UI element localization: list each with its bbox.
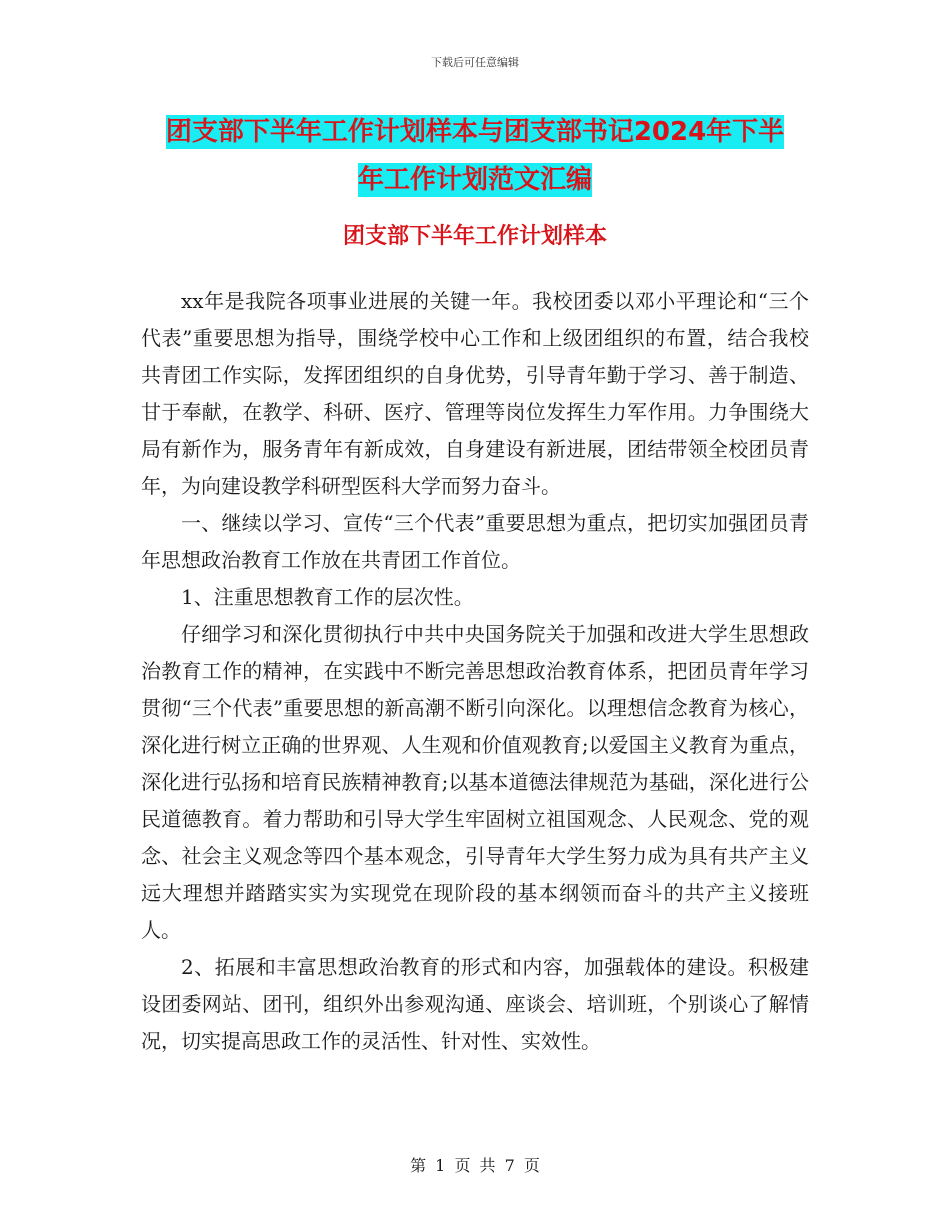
document-body [141, 283, 809, 1060]
header-note: 下载后可任意编辑 [431, 56, 519, 69]
paragraph: 1、注重思想教育工作的层次性。 [181, 585, 474, 609]
document-title-line1: 团支部下半年工作计划样本与团支部书记2024年下半 [165, 117, 785, 147]
document-title-line2: 年工作计划范文汇编 [357, 165, 592, 195]
paragraph: 仔细学习和深化贯彻执行中共中央国务院关于加强和改进大学生思想政治教育工作的精神，在实践中不断完善思想政治教育体系，把团员青年学习贯彻“三个代表”重要思想的新高潮不断引向深化。以理想信念教育为核心，深化进行树立正确的世界观、人生观和价值观教育;以爱国主义教育为重点，深化进行弘扬和培育民族精神教育;以基本道德法律规范为基础，深化进行公民道德教育。着力帮助和引导大学生牢固树立祖国观念、人民观念、党的观念、社会主义观念等四个基本观念，引导青年大学生努力成为具有共产主义远大理想并踏踏实实为实现党在现阶段的基本纲领而奋斗的共产主义接班人。 [141, 622, 809, 942]
page-number-footer: 第 1 页 共 7 页 [410, 1156, 540, 1175]
document-title [140, 108, 810, 204]
paragraph: 2、拓展和丰富思想政治教育的形式和内容，加强载体的建设。积极建设团委网站、团刊，组织外出参观沟通、座谈会、培训班，个别谈心了解情况，切实提高思政工作的灵活性、针对性、实效性。 [141, 955, 809, 1053]
paragraph: 一、继续以学习、宣传“三个代表”重要思想为重点，把切实加强团员青年思想政治教育工作放在共青团工作首位。 [141, 511, 809, 572]
section-title: 团支部下半年工作计划样本 [342, 224, 607, 249]
paragraph: xx年是我院各项事业进展的关键一年。我校团委以邓小平理论和“三个代表”重要思想为指导，围绕学校中心工作和上级团组织的布置，结合我校共青团工作实际，发挥团组织的自身优势，引导青年勤于学习、善于制造、甘于奉献，在教学、科研、医疗、管理等岗位发挥生力军作用。力争围绕大局有新作为，服务青年有新成效，自身建设有新进展，团结带领全校团员青年，为向建设教学科研型医科大学而努力奋斗。 [141, 289, 809, 498]
